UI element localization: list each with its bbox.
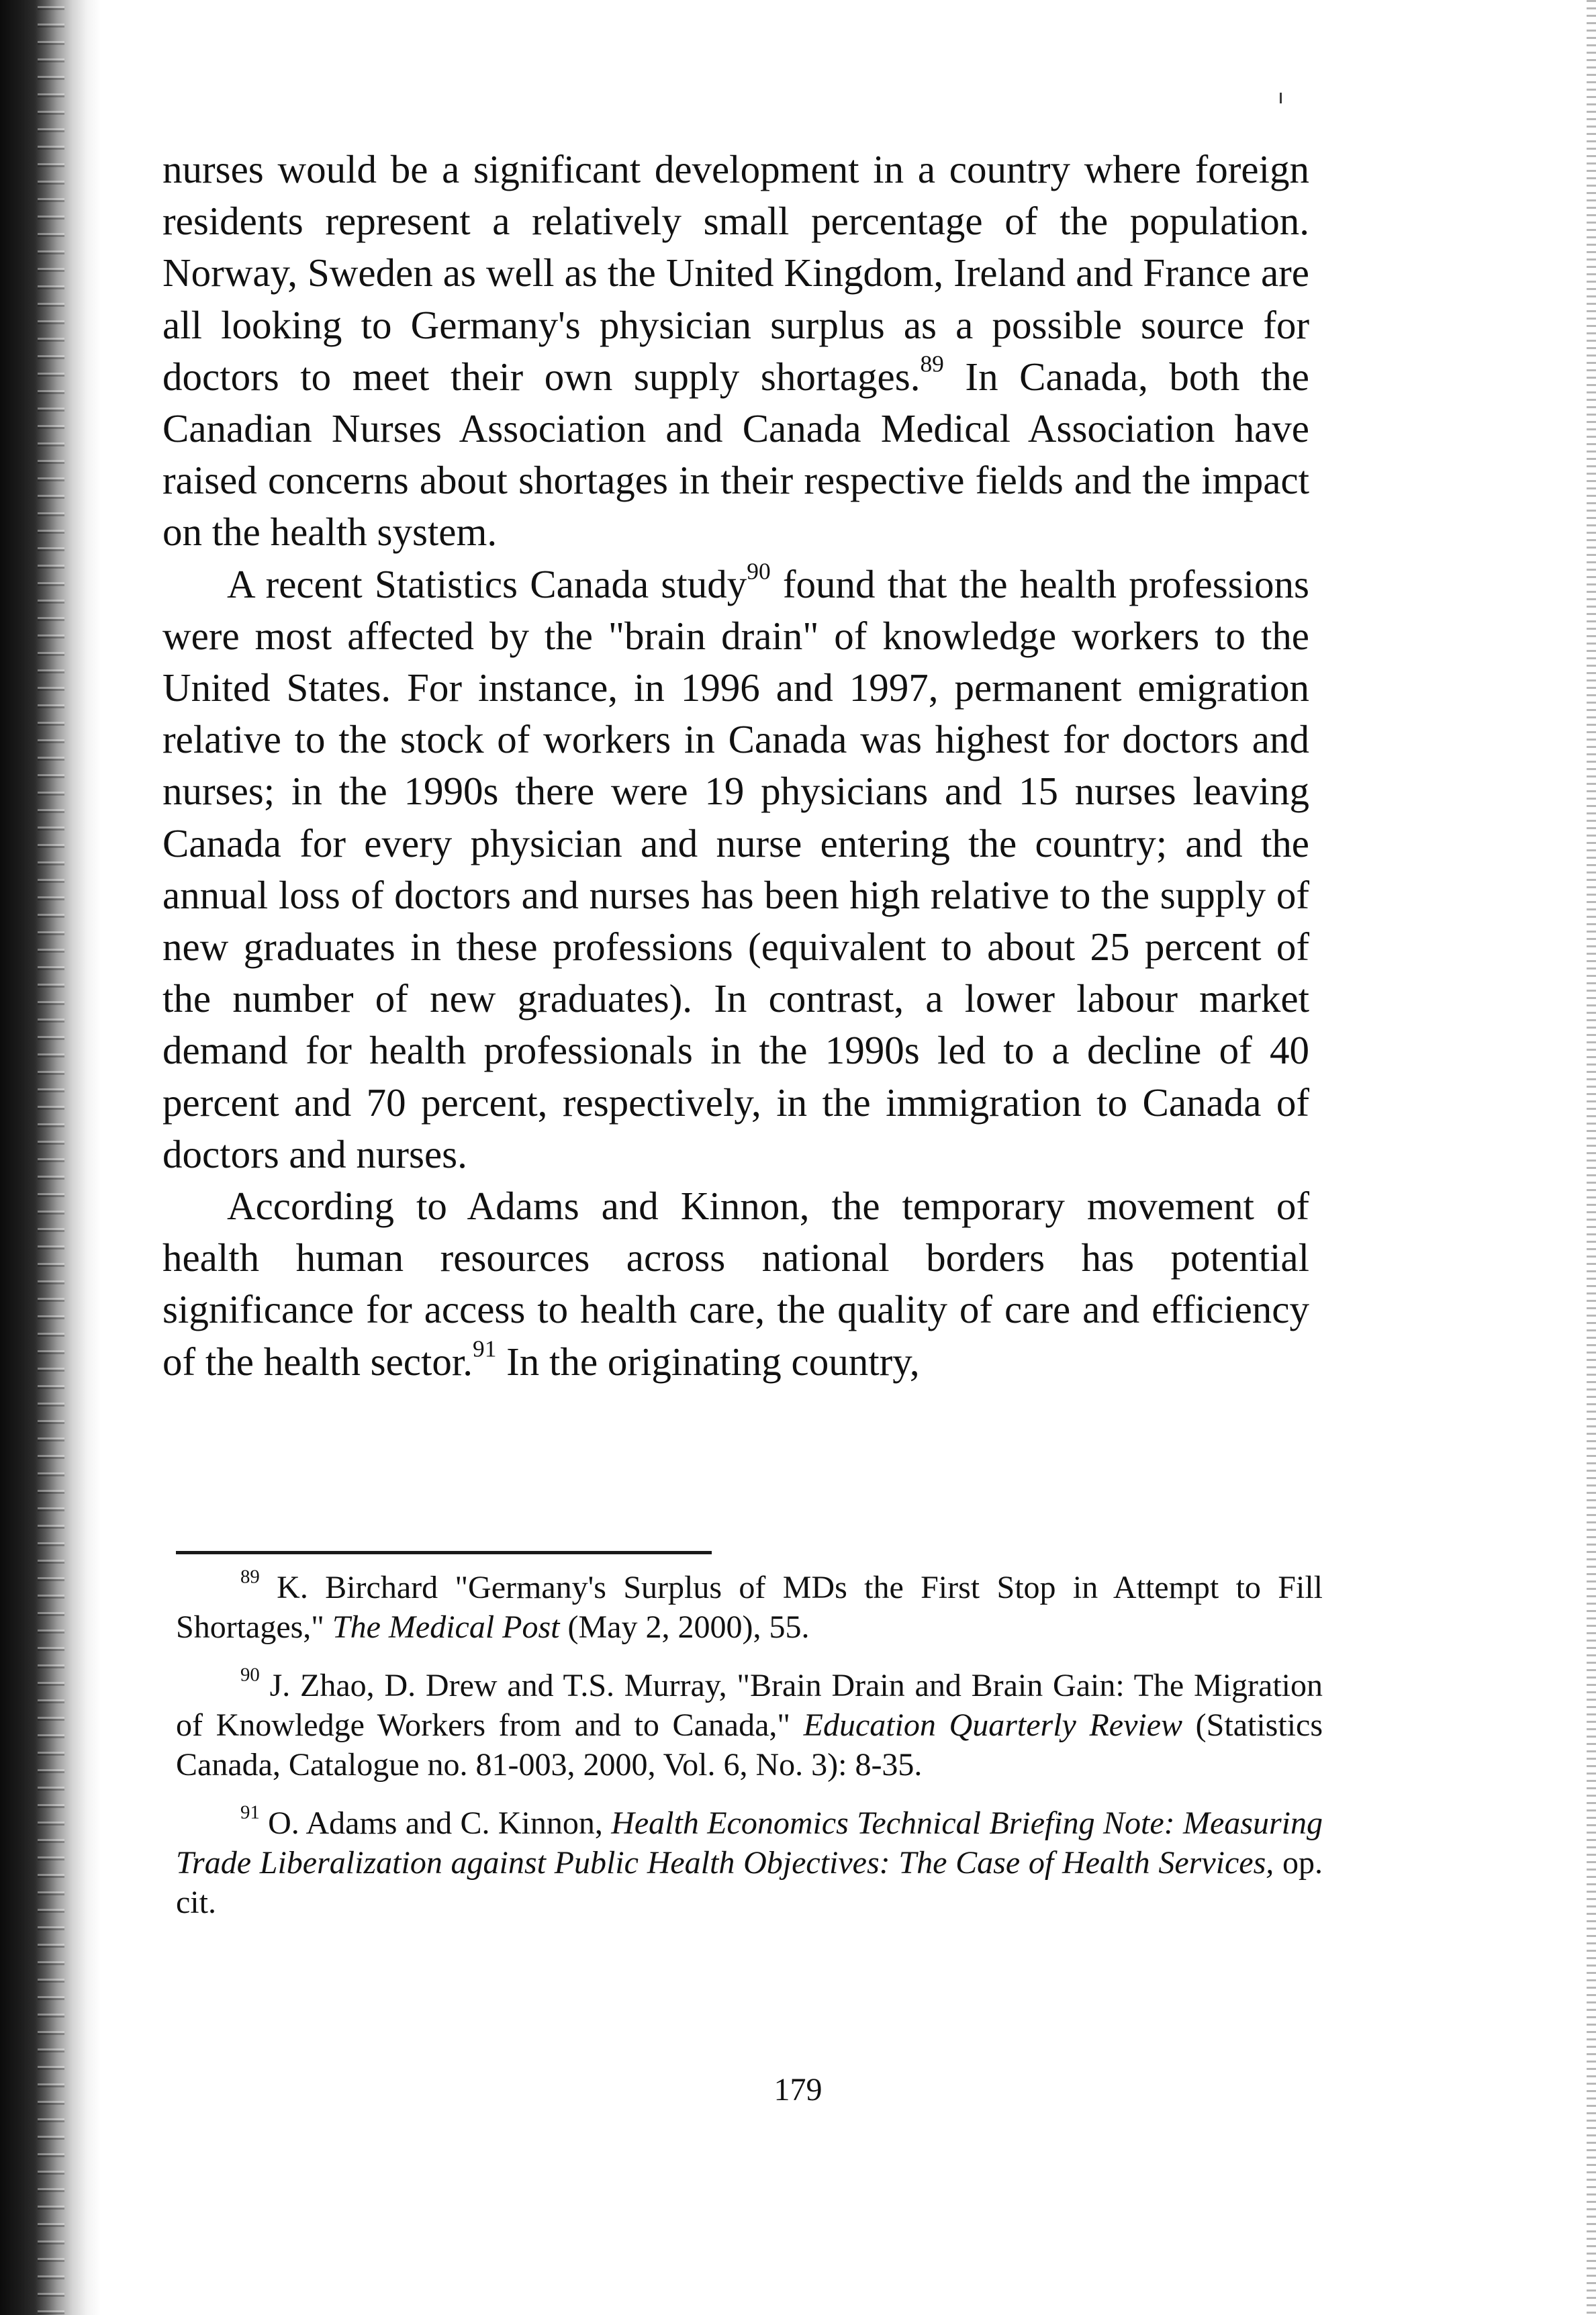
footnote-marker: 90 xyxy=(240,1664,260,1686)
footnote-text: J. Zhao, D. Drew and T.S. Murray, "Brain Drain and Brain Gain: The Migration of Knowledge Workers from and to Canada," xyxy=(176,1668,1323,1743)
footnote-title: The Medical Post xyxy=(332,1609,560,1645)
footnote-text: O. Adams and C. Kinnon, xyxy=(259,1805,612,1841)
footnotes xyxy=(176,1568,1323,1941)
footnote-marker: 89 xyxy=(240,1566,260,1588)
spine-page-edges xyxy=(38,0,64,2315)
paragraph-3 xyxy=(162,1180,1309,1388)
paragraph-text: In the originating country, xyxy=(496,1339,920,1384)
footnote-89 xyxy=(176,1568,1323,1647)
paragraph-text: found that the health professions were most affected by the "brain drain" of knowledge workers to the United States. For instance, in 1996 and 1997, permanent emigration relative to the stock of workers in Canada was highest for doctors and nurses; in the 1990s there were 19 physicians and 15 nurses leaving Canada for every physician and nurse entering the country; and the annual loss of doctors and nurses has been high relative to the supply of new graduates in these professions (equivalent to about 25 percent of the number of new graduates). In contrast, a lower labour market demand for health professionals in the 1990s led to a decline of 40 percent and 70 percent, respectively, in the immigration to Canada of doctors and nurses. xyxy=(162,561,1309,1176)
paragraph-text: According to Adams and Kinnon, the temporary movement of health human resources across national borders has potential significance for access to health care, the quality of care and efficiency of the health sector. xyxy=(162,1184,1309,1384)
scan-speck xyxy=(1280,93,1282,103)
paragraph-text: nurses would be a significant development in a country where foreign residents represent a relatively small percentage of the population. Norway, Sweden as well as the United Kingdom, Ireland and France are all looking to Germany's physician surplus as a possible source for doctors to meet their own supply shortages. xyxy=(162,147,1309,399)
footnote-text: op. cit. xyxy=(176,1845,1323,1920)
footnote-title: Education Quarterly Review xyxy=(803,1707,1183,1743)
footnote-separator xyxy=(176,1551,712,1554)
body-text xyxy=(162,144,1309,1388)
footnote-text: (May 2, 2000), 55. xyxy=(559,1609,810,1645)
footnote-90 xyxy=(176,1666,1323,1785)
paragraph-text: A recent Statistics Canada study xyxy=(227,561,747,606)
footnote-marker: 91 xyxy=(240,1801,260,1824)
footnote-ref-91: 91 xyxy=(473,1335,497,1362)
page-edge-right xyxy=(1587,0,1596,2315)
paragraph-1 xyxy=(162,144,1309,559)
footnote-title: Health Economics Technical Briefing Note: Measuring Trade Liberalization against Public Health Objectives: The Case of Health Services, xyxy=(176,1805,1323,1881)
page-number: 179 xyxy=(773,2072,823,2108)
footnote-text: (Statistics Canada, Catalogue no. 81-003, 2000, Vol. 6, No. 3): 8-35. xyxy=(176,1707,1323,1783)
footnote-ref-90: 90 xyxy=(747,557,771,585)
footnote-91 xyxy=(176,1803,1323,1922)
footnote-ref-89: 89 xyxy=(920,350,944,377)
paragraph-text: In Canada, both the Canadian Nurses Association and Canada Medical Association have raised concerns about shortages in their respective fields and the impact on the health system. xyxy=(162,354,1309,555)
footnote-text: K. Birchard "Germany's Surplus of MDs the First Stop in Attempt to Fill Shortages," xyxy=(176,1570,1323,1645)
paragraph-2 xyxy=(162,559,1309,1180)
